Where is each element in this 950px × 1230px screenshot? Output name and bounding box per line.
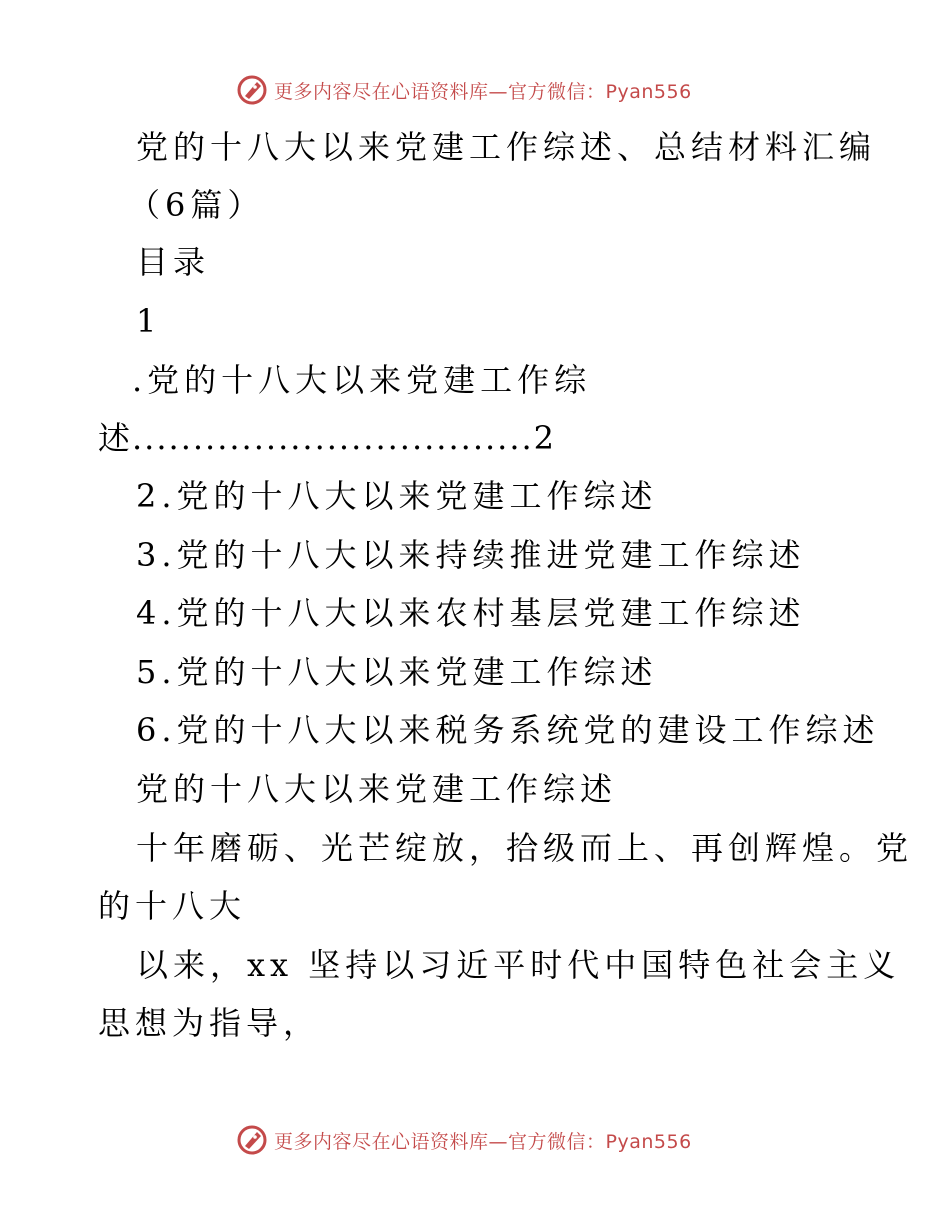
watermark-text: 更多内容尽在心语资料库—官方微信：Pyan556 — [274, 1130, 692, 1153]
section-title: 党的十八大以来党建工作综述 — [136, 770, 618, 808]
paragraph-line: 思想为指导， — [98, 1004, 321, 1042]
toc-item-1-part2: 述.................................2 — [98, 419, 557, 457]
toc-number-1: 1 — [136, 302, 162, 340]
paragraph-line: 的十八大 — [98, 887, 247, 925]
document-title-line2: （6篇） — [128, 186, 265, 224]
toc-item: 3.党的十八大以来持续推进党建工作综述 — [136, 536, 806, 574]
paragraph-line: 十年磨砺、光芒绽放，拾级而上、再创辉煌。党 — [136, 829, 914, 867]
document-title-line1: 党的十八大以来党建工作综述、总结材料汇编 — [136, 128, 877, 166]
paragraph-line: 以来，xx 坚持以习近平时代中国特色社会主义 — [136, 946, 901, 984]
header-watermark — [236, 73, 692, 107]
footer-watermark — [236, 1123, 692, 1157]
toc-item: 6.党的十八大以来税务系统党的建设工作综述 — [136, 711, 880, 749]
toc-heading: 目录 — [136, 243, 211, 281]
toc-item-1-part1: .党的十八大以来党建工作综 — [132, 361, 592, 399]
toc-item: 4.党的十八大以来农村基层党建工作综述 — [136, 594, 806, 632]
toc-item: 2.党的十八大以来党建工作综述 — [136, 477, 658, 515]
pen-nib-logo-icon — [236, 1124, 268, 1156]
pen-nib-logo-icon — [236, 74, 268, 106]
toc-item: 5.党的十八大以来党建工作综述 — [136, 653, 658, 691]
watermark-text: 更多内容尽在心语资料库—官方微信：Pyan556 — [274, 80, 692, 103]
